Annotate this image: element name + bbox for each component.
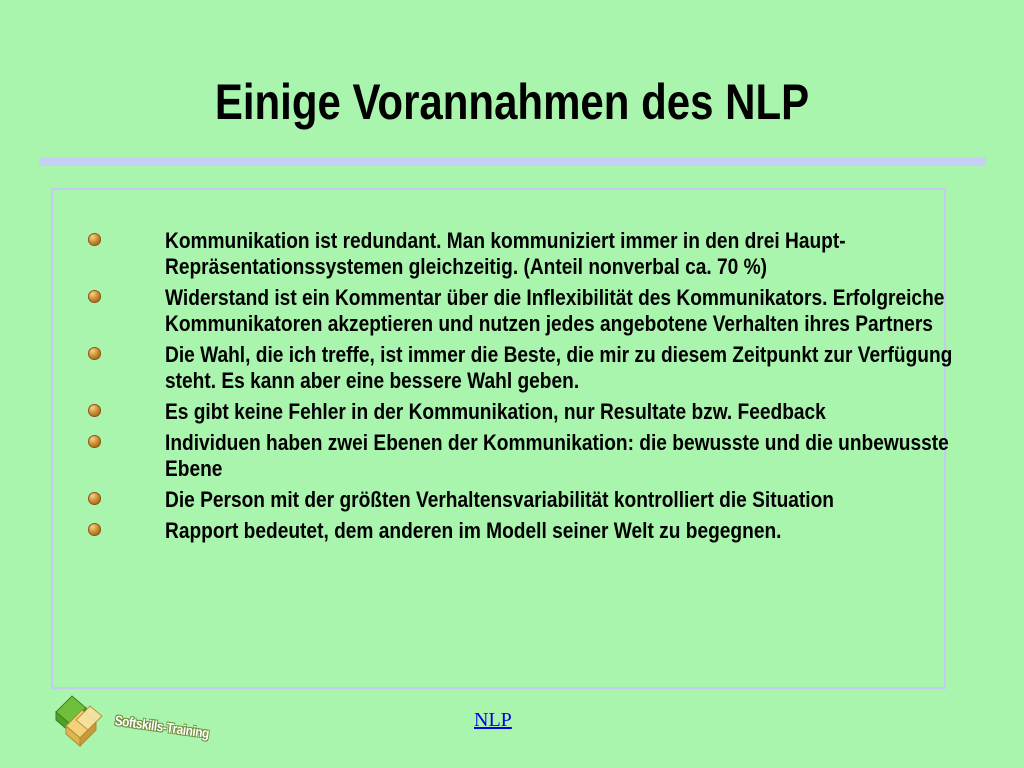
content-box [51, 188, 953, 689]
bullet-text: Kommunikation ist redundant. Man kommuniziert immer in den drei Haupt-Repräsentationssystemen gleichzeitig. (Anteil nonverbal ca. 70 %) [165, 228, 846, 279]
round-bullet-icon [88, 523, 101, 536]
bullet-text: Die Person mit der größten Verhaltensvariabilität kontrolliert die Situation [165, 487, 834, 512]
title-divider [39, 157, 986, 166]
list-item [53, 342, 975, 394]
softskills-logo [52, 688, 212, 752]
logo-wordmark: Softskills-Training [113, 712, 211, 742]
round-bullet-icon [88, 435, 101, 448]
footer-nlp-link[interactable]: NLP [474, 709, 512, 731]
list-item [53, 430, 975, 482]
bullet-text: Individuen haben zwei Ebenen der Kommunikation: die bewusste und die unbewusste Ebene [165, 430, 949, 481]
bullet-text: Widerstand ist ein Kommentar über die Inflexibilität des Kommunikators. Erfolgreiche Kommunikatoren akzeptieren und nutzen jedes angebotene Verhalten ihres Partners [165, 285, 945, 336]
round-bullet-icon [88, 492, 101, 505]
round-bullet-icon [88, 404, 101, 417]
round-bullet-icon [88, 290, 101, 303]
bullet-text: Die Wahl, die ich treffe, ist immer die Beste, die mir zu diesem Zeitpunkt zur Verfügung steht. Es kann aber eine bessere Wahl geben. [165, 342, 953, 393]
bullet-text: Es gibt keine Fehler in der Kommunikation, nur Resultate bzw. Feedback [165, 399, 826, 424]
round-bullet-icon [88, 233, 101, 246]
list-item [53, 285, 975, 337]
bullet-text: Rapport bedeutet, dem anderen im Modell seiner Welt zu begegnen. [165, 518, 782, 543]
stacked-boxes-icon [52, 688, 112, 752]
slide-title: Einige Vorannahmen des NLP [214, 74, 810, 130]
list-item [53, 399, 975, 425]
list-item [53, 518, 975, 544]
round-bullet-icon [88, 347, 101, 360]
list-item [53, 487, 975, 513]
list-item [53, 228, 975, 280]
bullet-list [53, 228, 975, 549]
